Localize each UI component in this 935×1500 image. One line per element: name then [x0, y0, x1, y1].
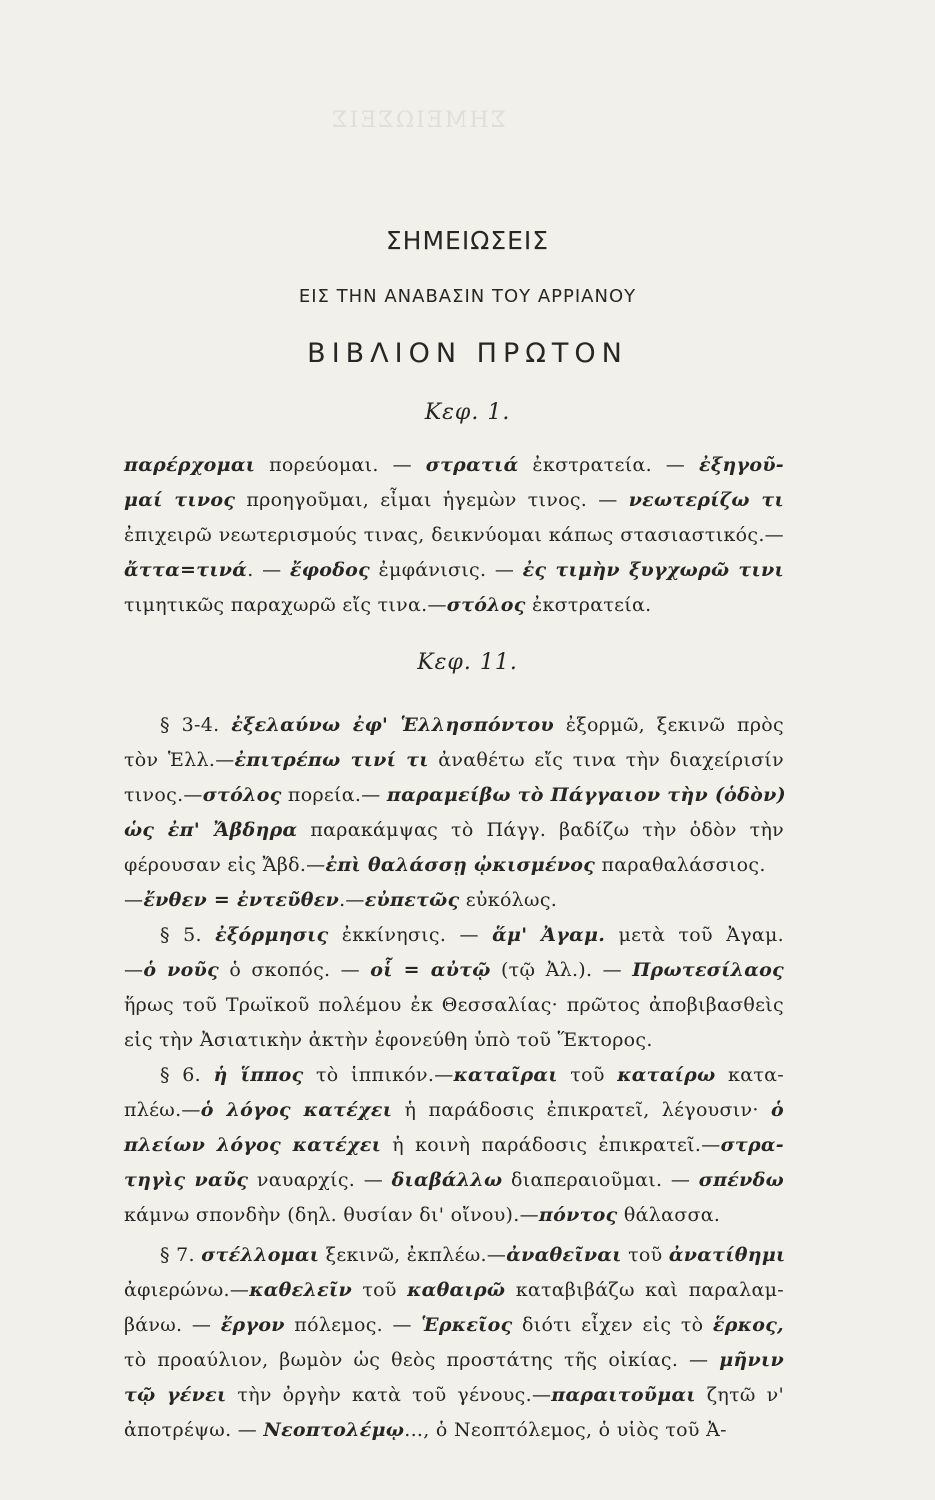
text-line	[124, 559, 784, 589]
text-line	[160, 714, 784, 744]
lemma: στρατιά	[425, 454, 519, 476]
gloss: ἐκστρατεία. —	[518, 454, 699, 476]
gloss: εὐκόλως.	[459, 889, 558, 911]
gloss: παρακάμψας τὸ Πάγγ. βαδίζω τὴν ὁδὸν τὴν	[297, 819, 784, 841]
text-line	[124, 959, 784, 989]
lemma: καταίρω	[617, 1064, 716, 1086]
gloss: —	[124, 889, 144, 911]
chapter-11-heading: Κεφ. 11.	[417, 650, 518, 675]
gloss: τινος.—	[124, 784, 203, 806]
lemma: τηγὶς ναῦς	[124, 1169, 249, 1191]
lemma: καθελεῖν	[249, 1279, 352, 1301]
lemma: πόντος	[538, 1204, 618, 1226]
lemma: τῷ γένει	[124, 1384, 227, 1406]
gloss: θάλασσα.	[617, 1204, 721, 1226]
text-line	[160, 1244, 784, 1274]
lemma: ἐξελαύνω ἐφ' Ἑλλησπόντου	[231, 714, 554, 736]
lemma: Πρωτεσίλαος	[632, 959, 784, 981]
page-title: ΣΗΜΕΙΩΣΕΙΣ	[385, 226, 550, 255]
gloss: § 3-4.	[160, 714, 232, 736]
gloss: κατα-	[715, 1064, 784, 1086]
gloss: μετὰ τοῦ Ἀγαμ.	[605, 924, 784, 946]
gloss: ἐμφάνισις. —	[370, 559, 523, 581]
gloss: —	[124, 959, 144, 981]
lemma: ὁ	[771, 1099, 784, 1121]
lemma: στρα-	[720, 1134, 784, 1156]
gloss: πορεία.—	[281, 784, 387, 806]
lemma: ἡ ἵππος	[213, 1064, 304, 1086]
page-subtitle: ΕΙΣ ΤΗΝ ΑΝΑΒΑΣΙΝ ΤΟΥ ΑΡΡΙΑΝΟΥ	[298, 286, 637, 307]
gloss: τὸ ἱππικόν.—	[303, 1064, 454, 1086]
text-line	[124, 1169, 784, 1199]
gloss: διαπεραιοῦμαι. —	[502, 1169, 699, 1191]
gloss: ἐκστρατεία.	[525, 594, 652, 616]
text-line	[124, 1029, 653, 1059]
lemma: νεωτερίζω τι	[628, 489, 784, 511]
text-line	[124, 1349, 784, 1379]
gloss: ἀποτρέψω. —	[124, 1419, 264, 1441]
lemma: ἐπὶ θαλάσσῃ ᾠκισμένος	[325, 854, 596, 876]
gloss: τὸ προαύλιον, βωμὸν ὡς θεὸς προστάτης τῆς οἰκίας. —	[124, 1349, 720, 1371]
gloss: § 5.	[160, 924, 216, 946]
lemma: ἅμ' Ἀγαμ.	[492, 924, 606, 946]
lemma: εὐπετῶς	[364, 889, 460, 911]
gloss: ἐξορμῶ, ξεκινῶ πρὸς	[553, 714, 784, 736]
text-line	[124, 889, 557, 919]
lemma: ἀνατίθημι	[668, 1244, 786, 1266]
lemma: παραιτοῦμαι	[551, 1384, 696, 1406]
lemma: Ἑρκεῖος	[421, 1314, 513, 1336]
lemma: ἀναθεῖναι	[506, 1244, 622, 1266]
text-line	[124, 1279, 784, 1309]
text-line	[124, 854, 766, 884]
gloss: τὸν Ἑλλ.—	[124, 749, 235, 771]
gloss: ..., ὁ Νεοπτόλεμος, ὁ υἱὸς τοῦ Ἀ-	[404, 1419, 727, 1441]
gloss: ἐπιχειρῶ νεωτερισμούς τινας, δεικνύομαι κάπως στασιαστικός.—	[124, 524, 784, 546]
gloss: τοῦ	[621, 1244, 669, 1266]
lemma: καθαιρῶ	[407, 1279, 506, 1301]
text-line	[124, 749, 784, 779]
lemma: οἷ = αὐτῷ	[370, 959, 491, 981]
gloss: ἡ παράδοσις ἐπικρατεῖ, λέγουσιν·	[392, 1099, 772, 1121]
lemma: ἔνθεν = ἐντεῦθεν	[143, 889, 340, 911]
lemma: στέλλομαι	[201, 1244, 320, 1266]
gloss: παραθαλάσσιος.	[595, 854, 766, 876]
gloss: (τῷ Ἀλ.). —	[490, 959, 633, 981]
text-line	[124, 784, 784, 814]
lemma: στόλος	[202, 784, 282, 806]
gloss: ὁ σκοπός. —	[219, 959, 371, 981]
lemma: στόλος	[446, 594, 526, 616]
gloss: ἀφιερώνω.—	[124, 1279, 250, 1301]
gloss: ξεκινῶ, ἐκπλέω.—	[319, 1244, 507, 1266]
lemma: ἔφοδος	[289, 559, 371, 581]
gloss: πόλεμος. —	[284, 1314, 422, 1336]
gloss: ζητῶ ν'	[695, 1384, 784, 1406]
lemma: ὡς ἐπ' Ἄβδηρα	[124, 819, 298, 841]
book-heading: ΒΙΒΛΙΟΝ ΠΡΩΤΟΝ	[307, 338, 628, 369]
lemma: ἐξηγοῦ-	[698, 454, 784, 476]
bleed-through-text: ΣΗΜΕΙΩΣΕΙΣ	[330, 108, 507, 133]
chapter-1-heading: Κεφ. 1.	[424, 400, 511, 425]
text-line	[160, 924, 784, 954]
lemma: σπένδω	[698, 1169, 784, 1191]
lemma: ἔργον	[220, 1314, 285, 1336]
text-line	[124, 489, 784, 519]
gloss: § 6.	[160, 1064, 214, 1086]
text-line	[124, 454, 784, 484]
gloss: πλέω.—	[124, 1099, 201, 1121]
gloss: κάμνω σπονδὴν (δηλ. θυσίαν δι' οἴνου).—	[124, 1204, 539, 1226]
lemma: πλείων λόγος κατέχει	[124, 1134, 382, 1156]
lemma: ἄττα=τινά	[124, 559, 248, 581]
lemma: ὁ νοῦς	[143, 959, 219, 981]
gloss: ναυαρχίς. —	[248, 1169, 392, 1191]
gloss: ἐκκίνησις. —	[328, 924, 493, 946]
gloss: § 7.	[160, 1244, 202, 1266]
gloss: ἡ κοινὴ παράδοσις ἐπικρατεῖ.—	[381, 1134, 721, 1156]
lemma: ὁ λόγος κατέχει	[200, 1099, 393, 1121]
text-line	[160, 1064, 784, 1094]
gloss: τὴν ὀργὴν κατὰ τοῦ γένους.—	[226, 1384, 552, 1406]
gloss: βάνω. —	[124, 1314, 221, 1336]
lemma: ἐξόρμησις	[215, 924, 329, 946]
gloss: . —	[247, 559, 290, 581]
gloss: προηγοῦμαι, εἶμαι ἡγεμὼν τινος. —	[235, 489, 629, 511]
lemma: παραμείβω τὸ Πάγγαιον τὴν (ὁδὸν)	[386, 784, 786, 806]
lemma: ἐπιτρέπω τινί τι	[234, 749, 429, 771]
text-line	[124, 1204, 720, 1234]
lemma: ἕρκος,	[712, 1314, 784, 1336]
gloss: καταβιβάζω καὶ παραλαμ-	[505, 1279, 784, 1301]
lemma: διαβάλλω	[391, 1169, 503, 1191]
lemma: καταῖραι	[453, 1064, 558, 1086]
text-line	[124, 1314, 784, 1344]
text-line	[124, 524, 784, 554]
text-line	[124, 1384, 784, 1414]
gloss: διότι εἶχεν εἰς τὸ	[512, 1314, 713, 1336]
lemma: παρέρχομαι	[124, 454, 256, 476]
text-line	[124, 819, 784, 849]
gloss: τοῦ	[557, 1064, 618, 1086]
lemma: ἐς τιμὴν ξυγχωρῶ τινι	[522, 559, 784, 581]
gloss: τιμητικῶς παραχωρῶ εἴς τινα.—	[124, 594, 447, 616]
lemma: Νεοπτολέμῳ	[263, 1419, 405, 1441]
gloss: εἰς τὴν Ἀσιατικὴν ἀκτὴν ἐφονεύθη ὑπὸ τοῦ Ἕκτορος.	[124, 1029, 653, 1051]
gloss: τοῦ	[351, 1279, 408, 1301]
gloss: πορεύομαι. —	[255, 454, 426, 476]
gloss: ἥρως τοῦ Τρωϊκοῦ πολέμου ἐκ Θεσσαλίας· πρῶτος ἀποβιβασθεὶς	[124, 994, 784, 1016]
text-line	[124, 1099, 784, 1129]
gloss: ἀναθέτω εἴς τινα τὴν διαχείρισίν	[428, 749, 785, 771]
text-line	[124, 1419, 727, 1449]
lemma: μαί τινος	[124, 489, 236, 511]
text-line	[124, 1134, 784, 1164]
text-line	[124, 594, 652, 624]
gloss: φέρουσαν εἰς Ἄβδ.—	[124, 854, 326, 876]
gloss: .—	[339, 889, 365, 911]
text-line	[124, 994, 784, 1024]
lemma: μῆνιν	[719, 1349, 784, 1371]
